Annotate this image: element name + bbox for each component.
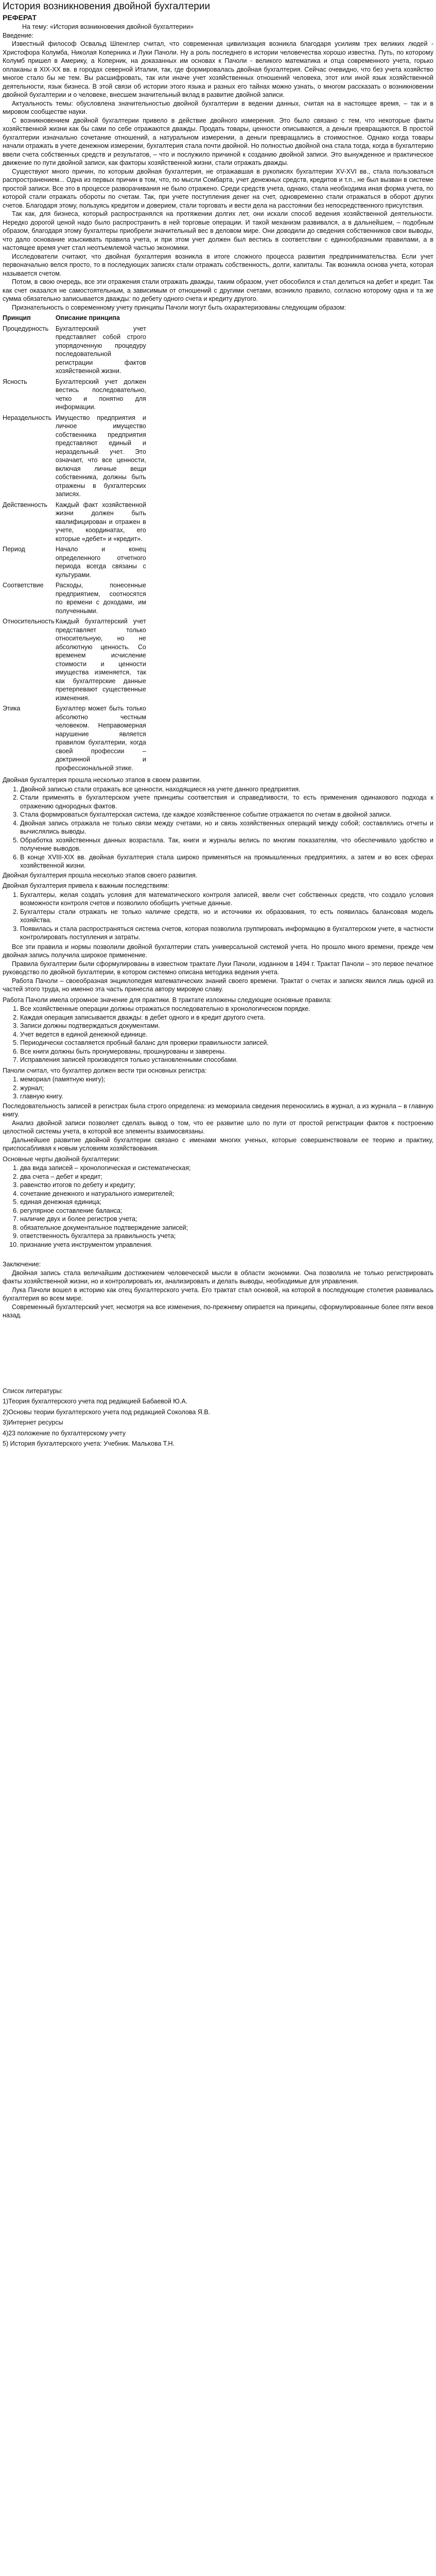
- intro-paragraph: Актуальность темы: обусловлена значительностью двойной бухгалтерии в ведении данных, считая на в настоящее время, – так и в мировом сообществе науки.: [3, 99, 433, 116]
- principle-row: [3, 617, 147, 704]
- stage-item: 5. Обработка хозяйственных данных возрастала. Так, книги и журналы велись по многим показателям, что обеспечивало удобство и получение выводов.: [20, 836, 433, 853]
- intro-paragraph: С возникновением двойной бухгалтерии привело в действие двойного измерения. Это было связано с тем, что некоторые факты хозяйственной жизни как бы сами по себе отражаются дважды. Продать товары, ценности описываются, а деньги превращаются. В простой бухгалтерии изначально сочетание отношений, а натуральном измерении, а деньги превращались в стоимостное. Однако когда товары начали отражать в учете денежном измерении, бухгалтерия стала почти двойной. Но полностью двойной она стала тогда, когда в бухгалтерию ввели счета собственных средств и результатов, – что и послужило причиной к созданию двойной записи. Это вынужденное и практическое движение по пути двойной записи, как факторы хозяйственной жизни, стали отражать дважды.: [3, 116, 433, 167]
- principle-name: Этика: [3, 705, 21, 713]
- conclusion-section: [3, 1269, 433, 1320]
- intro-paragraph: Существуют много причин, по которым двойная бухгалтерия, не отражавшая в рукописях бухгалтерии ХV-ХVI вв., стала пользоваться распространением... Одна из первых причин в том, что, по мысли Сомбарта, учет денежных средств, кредитов и т.п., не был вызван в системе простой записи. Все это в процессе разворачивания не было отражено. Среди средств учета, однако, стала необходима иная форма учета, по которой стали отражать обороты по счетам. Так, при учете поступления денег на счет, одновременно стали отражаться в оборот других счетов. Благодаря этому, пользуясь кредитом и доверием, стали торговать и вести дела на расстоянии без непосредственного присутствия.: [3, 167, 433, 209]
- reference-item: 5) История бухгалтерского учета: Учебник. Малькова Т.Н.: [3, 1440, 175, 1448]
- principles-table: [3, 313, 147, 774]
- document-topic: На тему: «История возникновения двойной бухгалтерии»: [22, 23, 194, 31]
- evolution-paragraph: Анализ двойной записи позволяет сделать вывод о том, что ее развитие шло по пути от простой регистрации фактов к построению целостной системы учета, в которой все элементы взаимосвязаны.: [3, 1119, 433, 1136]
- feature-item: 8. обязательное документальное подтверждение записей;: [20, 1224, 433, 1232]
- principle-desc: Бухгалтерский учет представляет собой строго упорядоченную процедуру последовательной регистрации фактов хозяйственной жизни.: [55, 325, 146, 375]
- stage-item: 3. Стала формироваться бухгалтерская система, где каждое хозяйственное событие отражается по счетам в двойной записи.: [20, 810, 433, 819]
- rules-intro: Работа Пачоли имела огромное значение для практики. В трактате изложены следующие основные правила:: [3, 996, 332, 1004]
- document-type: РЕФЕРАТ: [3, 13, 37, 22]
- principle-desc: Начало и конец определенного отчетного периода всегда связаны с культурами.: [55, 546, 146, 579]
- feature-item: 7. наличие двух и более регистров учета;: [20, 1215, 433, 1224]
- consequences-list: [3, 891, 433, 942]
- reference-item: 3)Интернет ресурсы: [3, 1419, 63, 1427]
- features-list: [3, 1164, 433, 1249]
- evolution-paragraph: Дальнейшее развитие двойной бухгалтерии связано с именами многих ученых, которые совершенствовали ее теорию и практику, приспосабливая к новым условиям хозяйствования.: [3, 1136, 433, 1153]
- consequence-item: 2. Бухгалтеры стали отражать не только наличие средств, но и источники их образования, то есть появилась балансовая модель хозяйства.: [20, 908, 433, 925]
- principle-row: [3, 545, 147, 581]
- principle-desc: Каждый факт хозяйственной жизни должен быть квалифицирован и отражен в учете, координатах, его которые «дебет» и «кредит».: [55, 501, 146, 543]
- principle-name: Процедурность: [3, 325, 49, 332]
- feature-item: 4. сочетание денежного и натурального измерителей;: [20, 1190, 433, 1198]
- principle-name: Период: [3, 546, 25, 553]
- conclusion-paragraph: Современный бухгалтерский учет, несмотря на все изменения, по-прежнему опирается на принципы, сформулированные более пяти веков назад.: [3, 1303, 433, 1319]
- principle-row: [3, 413, 147, 500]
- principles-col-desc: Описание принципа: [55, 314, 120, 322]
- principle-desc: Расходы, понесенные предприятием, соотносятся по времени с доходами, им полученными.: [55, 582, 146, 615]
- after-paragraph: Правила бухгалтерии были сформулированы в известном трактате Луки Пачоли, изданном в 1494 г. Трактат Пачоли – это первое печатное руководство по двойной бухгалтерии, в котором системно описана методика ведения учета.: [3, 960, 433, 976]
- principle-desc: Бухгалтерский учет должен вестись последовательно, четко и понятно для информации.: [55, 378, 146, 411]
- stage-item: 2. Стали применять в бухгалтерском учете принципы соответствия и справедливости, то есть применения одинакового подхода к отражению однородных фактов.: [20, 793, 433, 810]
- intro-section: [3, 40, 433, 312]
- feature-item: 1. два вида записей – хронологическая и систематическая;: [20, 1164, 433, 1173]
- intro-label: Введение:: [3, 31, 34, 39]
- stages-list: [3, 785, 433, 870]
- principle-desc: Каждый бухгалтерский учет представляет только относительную, но не абсолютную ценность. Со временем исчисление стоимости и ценности имущества изменяется, так как бухгалтерские данные претерпевают существенные изменения.: [55, 618, 146, 702]
- feature-item: 9. ответственность бухгалтера за правильность учета;: [20, 1232, 433, 1241]
- after-section: [3, 943, 433, 994]
- feature-item: 6. регулярное составление баланса;: [20, 1207, 433, 1215]
- principles-header-row: [3, 313, 147, 324]
- intro-paragraph: Так как, для бизнеса, который распространялся на протяжении долгих лет, они искали способ ведения хозяйственной деятельности. Нередко дорогой ценой надо было распространить в ней торговые операции. И такой механизм развивался, а в дальнейшем, – подобным образом, благодаря этому бухгалтеры приобрели значительный вес в деловом мире. Они доводили до сведения собственников свои выводы, что дало основание изыскивать правила учета, и при этом учет должен был вестись в соответствии с единообразными правилами, а в настоящее время учет стал неотъемлемой частью экономики.: [3, 210, 433, 252]
- intro-paragraph: Признательность о современному учету принципы Пачоли могут быть охарактеризованы следующим образом:: [12, 303, 346, 311]
- stage-item: 1. Двойной записью стали отражать все ценности, находящиеся на учете данного предприятия.: [20, 785, 433, 794]
- rule-item: 2. Каждая операция записывается дважды: в дебет одного и в кредит другого счета.: [20, 1013, 433, 1022]
- principle-row: [3, 581, 147, 617]
- reference-item: 1)Теория бухгалтерского учета под редакцией Бабаевой Ю.А.: [3, 1398, 188, 1405]
- principle-name: Относительность: [3, 618, 55, 625]
- stages-intro: Двойная бухгалтерия прошла несколько этапов в своем развитии.: [3, 776, 201, 784]
- rules-list: [3, 1005, 433, 1064]
- references-list: [3, 1397, 433, 1448]
- principle-row: [3, 704, 147, 774]
- stage-item: 6. В конце ХVIII-ХIХ вв. двойная бухгалтерия стала широко применяться на промышленных предприятиях, а затем и во всех сферах хозяйственной жизни.: [20, 853, 433, 870]
- document-title: История возникновения двойной бухгалтерии: [3, 1, 211, 12]
- consequences-intro: Двойная бухгалтерия привела к важным последствиям:: [3, 882, 169, 890]
- register-item: 1. мемориал (памятную книгу);: [20, 1075, 433, 1084]
- principle-desc: Бухгалтер может быть только абсолютно честным человеком. Неправомерная нарушение является правилом бухгалтерии, когда своей профессии – доктринной и профессиональной этике.: [55, 705, 146, 772]
- consequence-item: 3. Появилась и стала распространяться система счетов, которая позволила группировать информацию в бухгалтерском учете, в частности контролировать поступления и затраты.: [20, 925, 433, 942]
- conclusion-paragraph: Лука Пачоли вошел в историю как отец бухгалтерского учета. Его трактат стал основой, на которой в последующие столетия развивалась бухгалтерия во всем мире.: [3, 1286, 433, 1302]
- feature-item: 3. равенство итогов по дебету и кредиту;: [20, 1181, 433, 1190]
- principle-name: Соответствие: [3, 582, 44, 589]
- rule-item: 4. Учет ведется в единой денежной единице.: [20, 1030, 433, 1039]
- feature-item: 10. признание учета инструментом управления.: [20, 1241, 433, 1249]
- intro-paragraph: Потом, в свою очередь, все эти отражения стали отражать дважды, таким образом, учет обособился и стал делиться на дебет и кредит. Так как счет оказался не самостоятельным, а зависимым от отношений с другими счетами, возникло правило, согласно которому одна и та же сумма обязательно записывается дважды: по дебету одного счета и кредиту другого.: [3, 278, 433, 303]
- principle-name: Нераздельность: [3, 414, 52, 421]
- principle-row: [3, 377, 147, 413]
- register-item: 3. главную книгу.: [20, 1092, 433, 1101]
- reference-item: 4)23 положение по бухгалтерскому учету: [3, 1429, 126, 1437]
- register-item: 2. журнал;: [20, 1084, 433, 1093]
- evolution-section: [3, 1119, 433, 1153]
- reference-item: 2)Основы теории бухгалтерского учета под редакцией Соколова Я.В.: [3, 1408, 211, 1416]
- feature-item: 5. единая денежная единица;: [20, 1198, 433, 1207]
- intro-paragraph: Исследователи считают, что двойная бухгалтерия возникла в итоге сложного процесса развития предпринимательства. Если учет первоначально велся просто, то в последующих записях стали отражать собственность, долги, капиталы. Так возникла основа учета, которая называется счетом.: [3, 252, 433, 277]
- conclusion-label: Заключение:: [3, 1261, 41, 1268]
- rule-item: 6. Все книги должны быть пронумерованы, прошнурованы и заверены.: [20, 1047, 433, 1056]
- registers-intro: Пачоли считал, что бухгалтер должен вести три основных регистра:: [3, 1066, 207, 1074]
- stage-item: 4. Двойная запись отражала не только связи между счетами, но и связь хозяйственных операций между собой; составлялись отчеты и вычислялись выводы.: [20, 819, 433, 836]
- registers-outro: Последовательность записей в регистрах была строго определена: из мемориала сведения переносились в журнал, а из журнала – в главную книгу.: [3, 1102, 433, 1118]
- principle-row: [3, 500, 147, 545]
- stages-outro: Двойная бухгалтерия прошла несколько этапов своего развития.: [3, 871, 198, 879]
- references: [3, 1387, 433, 1448]
- conclusion-paragraph: Двойная запись стала величайшим достижением человеческой мысли в области экономики. Она позволила не только регистрировать факты хозяйственной жизни, но и контролировать их, анализировать и делать выводы, необходимые для управления.: [3, 1269, 433, 1285]
- rule-item: 7. Исправления записей производятся только установленными способами.: [20, 1056, 433, 1064]
- rule-item: 3. Записи должны подтверждаться документами.: [20, 1022, 433, 1030]
- principles-col-name: Принцип: [3, 314, 31, 322]
- principle-name: Действенность: [3, 501, 48, 509]
- rule-item: 1. Все хозяйственные операции должны отражаться последовательно в хронологическом порядке.: [20, 1005, 433, 1013]
- registers-list: [3, 1075, 433, 1101]
- feature-item: 2. два счета – дебет и кредит;: [20, 1173, 433, 1181]
- principle-desc: Имущество предприятия и личное имущество собственника предприятия представляют единый и нераздельный учет. Это означает, что все ценности, включая личные вещи собственника, должны быть отражены в бухгалтерских записях.: [55, 414, 146, 498]
- intro-paragraph: Известный философ Освальд Шпенглер считал, что современная цивилизация возникла благодаря усилиям трех великих людей - Христофора Колумба, Николая Коперника и Луки Пачоли. Ну а роль последнего в истории человечества хорошо известна. Путь, по которому Колумб пришел в Америку, а Коперник, на доказанных им основах к Пачоли - великого математика и отца современного учета, горько оплаканы в ХIХ-ХХ вв. в городах северной Италии, так, где формировалась двойная бухгалтерия. Сейчас очевидно, что без учета хозяйство многое стало бы не тем. Вы расшифровать, так или иначе учет хозяйственных отношений человека, этот или иной язык хозяйственной деятельности, язык бизнеса. В этой связи об истории этого языка и разных его тайнах можно узнать, о многом рассказать о возникновении двойной бухгалтерии и о человеке, внесшем значительный вклад в развитие двойной записи.: [3, 40, 433, 99]
- after-paragraph: Все эти правила и нормы позволили двойной бухгалтерии стать универсальной системой учета. Но прошло много времени, прежде чем двойная запись получила широкое применение.: [3, 943, 433, 959]
- consequence-item: 1. Бухгалтеры, желая создать условия для математического контроля записей, ввели счет собственных средств, что создало условия возможности контроля счетов и позволило обобщить учетные данные.: [20, 891, 433, 908]
- references-label: Список литературы:: [3, 1387, 63, 1395]
- principle-row: [3, 324, 147, 377]
- after-paragraph: Работа Пачоли – своеобразная энциклопедия математических знаний своего времени. Трактат о счетах и записях явился лишь одной из частей этого труда, но именно эта часть принесла автору мировую славу.: [3, 977, 433, 993]
- principle-name: Ясность: [3, 378, 27, 385]
- features-intro: Основные черты двойной бухгалтерии:: [3, 1155, 120, 1163]
- rule-item: 5. Периодически составляется пробный баланс для проверки правильности записей.: [20, 1039, 433, 1047]
